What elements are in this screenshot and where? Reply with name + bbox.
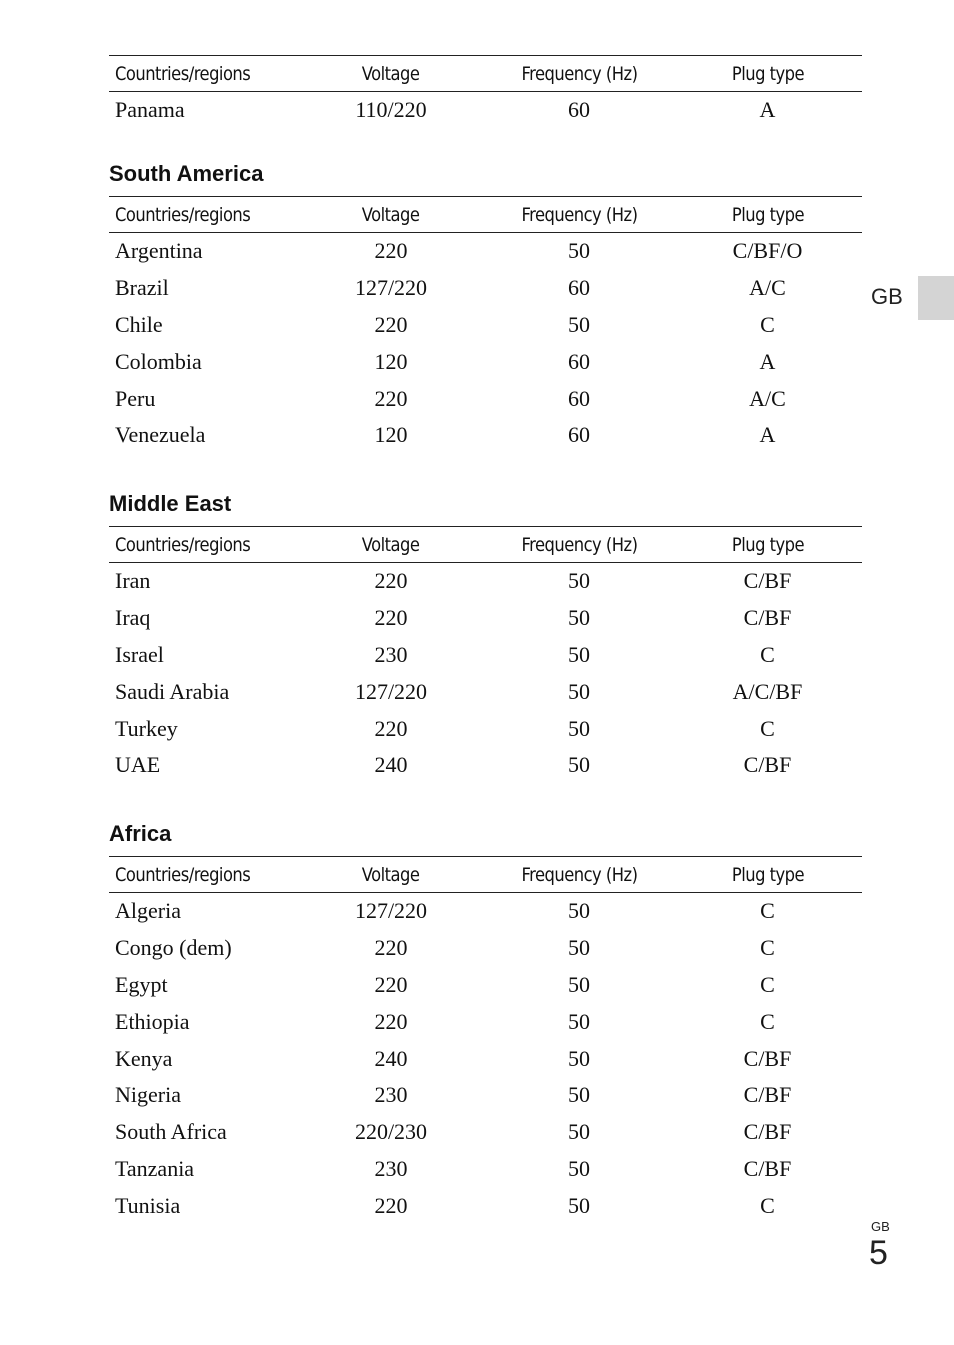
cell-plug-type: C: [760, 715, 775, 741]
cell-frequency: 50: [568, 1192, 590, 1218]
table-row: [109, 1187, 862, 1224]
table-row: [109, 307, 862, 344]
column-header-plug-type: Plug type: [673, 197, 862, 233]
table-middle-east-block: [109, 526, 862, 784]
table-row: [109, 233, 862, 270]
column-header-country: Countries/regions: [109, 527, 297, 563]
column-header-plug-type: Plug type: [673, 527, 862, 563]
cell-country: Israel: [115, 641, 164, 667]
cell-country: Nigeria: [115, 1082, 181, 1108]
column-header-voltage: Voltage: [297, 857, 485, 893]
cell-voltage: 240: [374, 752, 408, 778]
cell-plug-type: C/BF: [743, 1082, 792, 1108]
cell-frequency: 60: [568, 275, 590, 301]
voltage-table: [109, 856, 862, 1224]
table-row: [109, 1077, 862, 1114]
cell-country: Colombia: [115, 348, 202, 374]
cell-plug-type: A: [759, 422, 776, 448]
cell-plug-type: C/BF: [743, 605, 792, 631]
cell-country: Chile: [115, 311, 163, 337]
table-row: [109, 380, 862, 417]
column-header-voltage: Voltage: [297, 527, 485, 563]
cell-plug-type: C: [760, 971, 775, 997]
cell-country: Iran: [115, 568, 151, 594]
column-header-frequency: Frequency (Hz): [485, 527, 673, 563]
column-header-plug-type: Plug type: [673, 56, 862, 92]
cell-country: Kenya: [115, 1045, 173, 1071]
voltage-table: [109, 196, 862, 454]
cell-plug-type: C: [760, 311, 775, 337]
cell-voltage: 220: [374, 311, 408, 337]
section-title-africa: Africa: [109, 821, 172, 846]
table-row: [109, 417, 862, 454]
section-title-middle-east: Middle East: [109, 491, 232, 516]
cell-country: Iraq: [115, 605, 151, 631]
column-header-frequency: Frequency (Hz): [485, 56, 673, 92]
cell-voltage: 220: [374, 971, 408, 997]
cell-voltage: 127/220: [354, 678, 428, 704]
cell-country: Brazil: [115, 275, 169, 301]
cell-voltage: 127/220: [354, 275, 428, 301]
column-header-frequency: Frequency (Hz): [485, 857, 673, 893]
cell-frequency: 50: [568, 641, 590, 667]
cell-plug-type: C: [760, 1192, 775, 1218]
cell-country: Tanzania: [115, 1155, 195, 1181]
cell-country: Panama: [115, 97, 185, 123]
cell-voltage: 120: [374, 422, 408, 448]
table-row: [109, 563, 862, 600]
cell-plug-type: A/C: [749, 385, 786, 411]
page-number: 5: [869, 1234, 888, 1272]
column-header-voltage: Voltage: [297, 197, 485, 233]
table-panama-block: [109, 55, 862, 129]
cell-frequency: 50: [568, 238, 590, 264]
cell-plug-type: A/C: [749, 275, 786, 301]
table-header-row: [109, 527, 862, 563]
table-row: [109, 930, 862, 967]
cell-plug-type: A: [759, 97, 776, 123]
cell-plug-type: C/BF: [743, 1045, 792, 1071]
voltage-table: [109, 526, 862, 784]
cell-voltage: 220: [374, 1192, 408, 1218]
cell-plug-type: C/BF: [743, 1155, 792, 1181]
cell-voltage: 220: [374, 605, 408, 631]
table-header-row: [109, 56, 862, 92]
table-row: [109, 600, 862, 637]
column-header-plug-type: Plug type: [673, 857, 862, 893]
table-header-row: [109, 197, 862, 233]
cell-voltage: 220: [374, 568, 408, 594]
cell-frequency: 60: [568, 348, 590, 374]
cell-voltage: 230: [374, 1082, 408, 1108]
language-tab-label: GB: [871, 284, 903, 309]
cell-plug-type: C/BF/O: [732, 238, 803, 264]
cell-plug-type: C/BF: [743, 568, 792, 594]
cell-frequency: 50: [568, 1155, 590, 1181]
cell-plug-type: C: [760, 935, 775, 961]
cell-frequency: 60: [568, 422, 590, 448]
cell-country: Tunisia: [115, 1192, 181, 1218]
column-header-country: Countries/regions: [109, 197, 297, 233]
voltage-table: [109, 55, 862, 129]
cell-country: Peru: [115, 385, 156, 411]
column-header-country: Countries/regions: [109, 56, 297, 92]
cell-plug-type: C: [760, 641, 775, 667]
cell-country: Saudi Arabia: [115, 678, 230, 704]
cell-voltage: 220: [374, 238, 408, 264]
table-row: [109, 637, 862, 674]
cell-voltage: 220: [374, 385, 408, 411]
cell-frequency: 50: [568, 752, 590, 778]
cell-plug-type: A: [759, 348, 776, 374]
cell-frequency: 50: [568, 605, 590, 631]
cell-country: Turkey: [115, 715, 178, 741]
cell-country: Algeria: [115, 898, 181, 924]
table-row: [109, 1114, 862, 1151]
cell-country: UAE: [115, 752, 161, 778]
language-tab-marker: [918, 276, 954, 320]
table-header-row: [109, 857, 862, 893]
page-language-code: GB: [871, 1219, 890, 1234]
table-south-america-block: [109, 196, 862, 454]
table-row: [109, 343, 862, 380]
column-header-frequency: Frequency (Hz): [485, 197, 673, 233]
cell-plug-type: C: [760, 898, 775, 924]
cell-country: Ethiopia: [115, 1008, 190, 1034]
cell-frequency: 50: [568, 715, 590, 741]
cell-voltage: 230: [374, 1155, 408, 1181]
table-row: [109, 1003, 862, 1040]
column-header-voltage: Voltage: [297, 56, 485, 92]
table-row: [109, 92, 862, 129]
cell-frequency: 50: [568, 1082, 590, 1108]
table-row: [109, 747, 862, 784]
cell-plug-type: A/C/BF: [732, 678, 803, 704]
cell-frequency: 50: [568, 935, 590, 961]
cell-country: South Africa: [115, 1119, 227, 1145]
cell-plug-type: C: [760, 1008, 775, 1034]
column-header-country: Countries/regions: [109, 857, 297, 893]
cell-voltage: 220: [374, 1008, 408, 1034]
table-row: [109, 967, 862, 1004]
cell-plug-type: C/BF: [743, 1119, 792, 1145]
cell-frequency: 50: [568, 311, 590, 337]
cell-frequency: 50: [568, 1119, 590, 1145]
cell-frequency: 50: [568, 971, 590, 997]
table-row: [109, 710, 862, 747]
cell-country: Argentina: [115, 238, 203, 264]
cell-frequency: 50: [568, 1008, 590, 1034]
cell-frequency: 50: [568, 568, 590, 594]
table-row: [109, 1040, 862, 1077]
cell-frequency: 60: [568, 385, 590, 411]
cell-voltage: 120: [374, 348, 408, 374]
section-title-south-america: South America: [109, 161, 264, 186]
cell-voltage: 230: [374, 641, 408, 667]
table-africa-block: [109, 856, 862, 1224]
cell-country: Congo (dem): [115, 935, 232, 961]
cell-frequency: 50: [568, 678, 590, 704]
cell-voltage: 220: [374, 715, 408, 741]
cell-plug-type: C/BF: [743, 752, 792, 778]
cell-voltage: 240: [374, 1045, 408, 1071]
cell-voltage: 127/220: [354, 898, 428, 924]
cell-voltage: 220: [374, 935, 408, 961]
table-row: [109, 1151, 862, 1188]
cell-country: Egypt: [115, 971, 168, 997]
cell-frequency: 60: [568, 97, 590, 123]
table-row: [109, 673, 862, 710]
table-row: [109, 270, 862, 307]
cell-country: Venezuela: [115, 422, 206, 448]
cell-voltage: 110/220: [355, 97, 427, 123]
cell-voltage: 220/230: [354, 1119, 428, 1145]
table-row: [109, 893, 862, 930]
cell-frequency: 50: [568, 898, 590, 924]
cell-frequency: 50: [568, 1045, 590, 1071]
